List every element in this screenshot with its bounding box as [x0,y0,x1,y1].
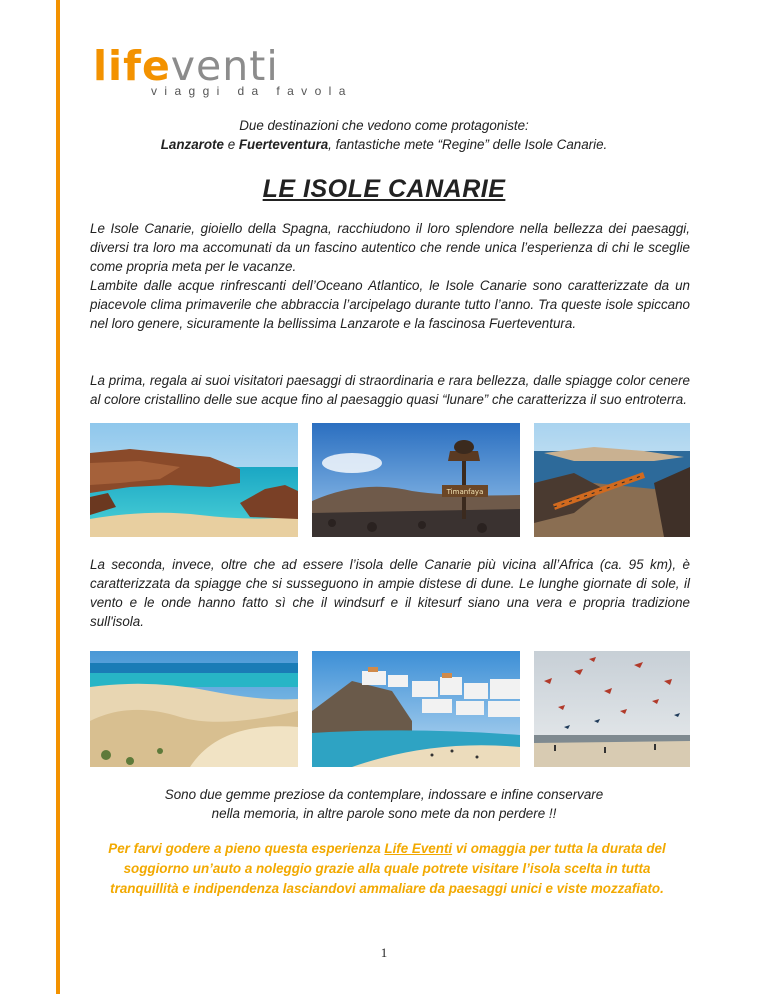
paragraph-2: Lambite dalle acque rinfrescanti dell’Oceano Atlantico, le Isole Canarie sono caratterizzate da un piacevole clima primaverile che abbraccia l’arcipelago durante tutto l’anno. Tra queste isole spiccano nel loro genere, sicuramente la bellissima Lanzarote e la fascinosa Fuerteventura. [90,278,690,331]
intro-island-lanzarote: Lanzarote [160,137,224,152]
page-number: 1 [380,945,388,960]
intro-conjunction: e [223,137,239,152]
intro-line-2 [80,135,688,154]
photo-fuerteventura-dunes [90,651,298,767]
photo-fuerteventura-kites [534,651,690,767]
closing-line-2: nella memoria, in altre parole sono mete da non perdere !! [211,806,557,821]
paragraph-lanzarote: La prima, regala ai suoi visitatori paesaggi di straordinaria e rara bellezza, dalle spiagge color cenere al colore cristallino delle sue acque fino al paesaggio quasi “lunare” che caratterizza il suo entroterra. [90,373,690,407]
offer-brand-link: Life Eventi [384,841,453,856]
intro-line-1: Due destinazioni che vedono come protagoniste: [239,118,529,133]
logo-venti: venti [170,42,279,90]
photo-fuerteventura-village [312,651,520,767]
offer-text [92,839,682,899]
paragraph-1: Le Isole Canarie, gioiello della Spagna, racchiudono il loro splendore nella bellezza dei paesaggi, diversi tra loro ma accomunati da un fascino autentico che rende unica l’esperienza di chi le sceglie come propria meta per le vacanze. [90,221,690,274]
intro-rest: , fantastiche mete “Regine” delle Isole Canarie. [328,137,608,152]
paragraph-intro [90,219,690,333]
logo-tagline: viaggi da favola [151,84,353,98]
accent-side-bar [56,0,60,994]
photo-lanzarote-beach [90,423,298,537]
intro-text [80,116,688,154]
logo-wordmark [93,44,279,88]
photo-lanzarote-coast-view [534,423,690,537]
lifeventi-logo [93,42,353,102]
intro-island-fuerteventura: Fuerteventura [238,137,329,152]
closing-text [100,785,668,823]
paragraph-fuerteventura: La seconda, invece, oltre che ad essere l’isola delle Canarie più vicina all’Africa (ca. 95 km), è caratterizzata da spiagge che si susseguono in ampie distese di dune. Le lunghe giornate di sole, il vento e le onde hanno fatto sì che il windsurf e il kitesurf siano una vera e propria tradizione sull'isola. [90,557,690,629]
closing-line-1: Sono due gemme preziose da contemplare, indossare e infine conservare [164,787,604,802]
offer-before: Per farvi godere a pieno questa esperienza [108,841,385,856]
offer-after: vi omaggia per tutta la durata del soggiorno un’auto a noleggio grazie alla quale potrete visitare l’isola scelta in tutta tranquillità e indipendenza lasciandovi ammaliare da paesaggi unici e viste mozzafiato. [110,841,666,896]
logo-life: life [93,42,171,90]
photo-lanzarote-timanfaya-sign [312,423,520,537]
sign-text: Timanfaya [446,488,484,496]
page-title: LE ISOLE CANARIE [262,175,506,203]
